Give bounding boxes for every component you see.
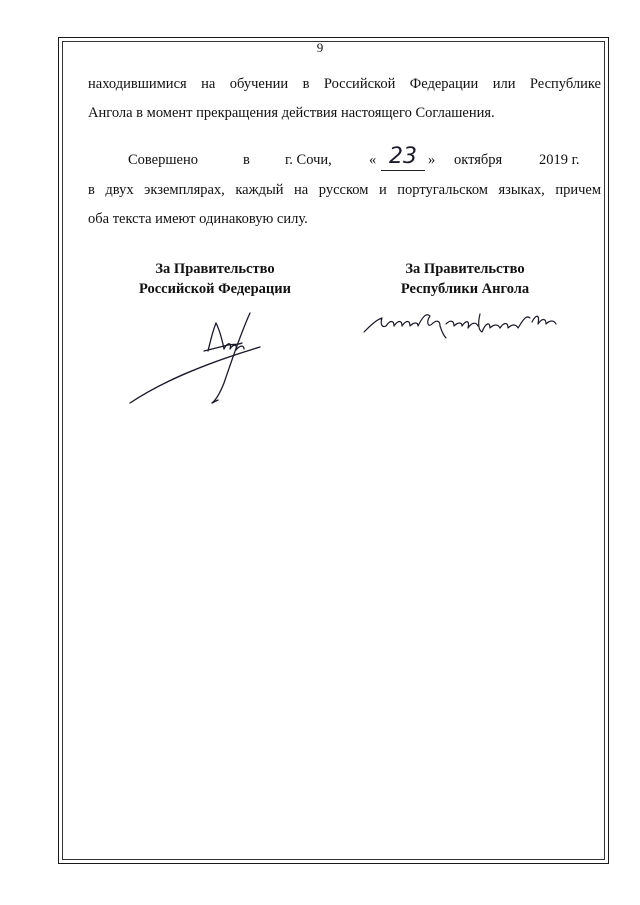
date-month: октября xyxy=(454,152,503,168)
signature-angola-handwritten xyxy=(360,302,560,342)
date-quote-open: « xyxy=(369,152,377,168)
signature-russia-handwritten xyxy=(120,305,280,415)
date-done-word: Совершено xyxy=(128,152,198,168)
date-in-word: в xyxy=(243,152,250,168)
date-year: 2019 г. xyxy=(539,152,580,168)
page-number: 9 xyxy=(316,40,324,55)
date-quote-close: » xyxy=(428,152,436,168)
signature-angola-line-1: За Правительство xyxy=(405,261,525,277)
signature-russia-line-2: Российской Федерации xyxy=(138,281,291,297)
date-day-handwritten: 23 xyxy=(381,144,425,171)
signature-angola-line-2: Республики Ангола xyxy=(400,281,530,297)
paragraph-1-line-2: Ангола в момент прекращения действия настоящего Соглашения. xyxy=(88,105,495,121)
date-line xyxy=(88,146,601,176)
date-city: г. Сочи, xyxy=(285,152,332,168)
paragraph-1-line-1: находившимися на обучении в Российской Федерации или Республике xyxy=(88,76,601,92)
signature-block-angola xyxy=(340,259,590,299)
paragraph-3-line-1: в двух экземплярах, каждый на русском и португальском языках, причем xyxy=(88,182,601,198)
signature-russia-line-1: За Правительство xyxy=(155,261,275,277)
paragraph-3-line-2: оба текста имеют одинаковую силу. xyxy=(88,211,308,227)
signature-block-russia xyxy=(90,259,340,299)
